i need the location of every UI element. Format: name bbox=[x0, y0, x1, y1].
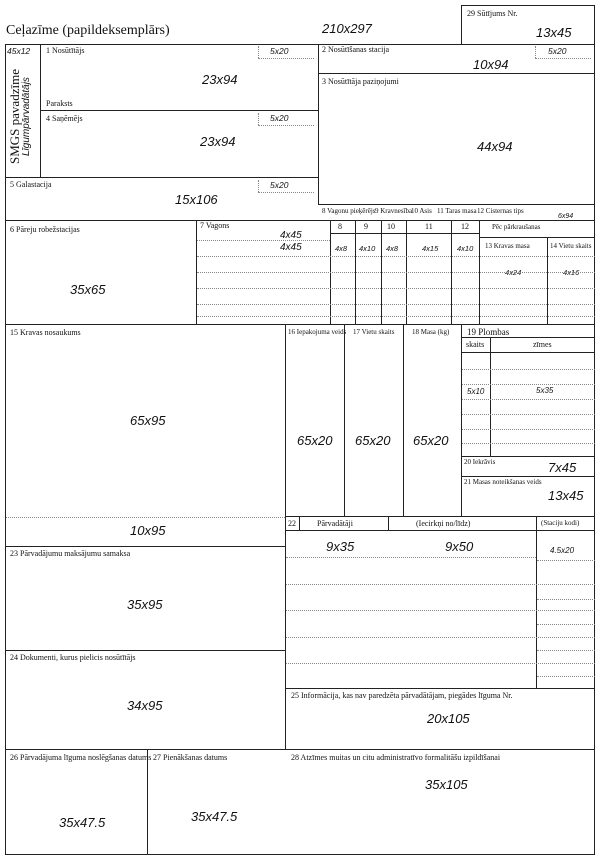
col-10: 10 bbox=[387, 222, 395, 231]
after-weighing: Pēc pārkraušanas bbox=[492, 223, 541, 231]
payments-label: 23 Pārvadājumu maksājumu samaksa bbox=[10, 549, 131, 558]
carriers-number: 22 bbox=[288, 519, 296, 528]
places-size[interactable]: 65x20 bbox=[355, 433, 391, 448]
mass-method-label: 21 Masas noteikšanas veids bbox=[464, 478, 542, 486]
col-12-size: 4x10 bbox=[457, 244, 474, 253]
shipment-number-size: 13x45 bbox=[536, 25, 572, 40]
contract-carrier-title: Līgumpārvadātājs bbox=[21, 77, 32, 156]
sender-small-size: 5x20 bbox=[270, 46, 289, 56]
carriers-size[interactable]: 9x35 bbox=[326, 539, 355, 554]
cargo-mass-header: 13 Kravas masa bbox=[485, 242, 530, 250]
seals-marks-header: zīmes bbox=[533, 340, 552, 349]
documents-size[interactable]: 34x95 bbox=[127, 698, 163, 713]
documents-label: 24 Dokumenti, kurus pielicis nosūtītājs bbox=[10, 653, 136, 662]
arrival-date-size[interactable]: 35x47.5 bbox=[191, 809, 238, 824]
destination-small-size: 5x20 bbox=[270, 180, 289, 190]
info-label: 25 Informācija, kas nav paredzēta pārvadātājam, piegādes līguma Nr. bbox=[291, 691, 513, 700]
seals-marks-size: 5x35 bbox=[536, 386, 554, 395]
wagon-size-a: 4x45 bbox=[280, 230, 302, 241]
packaging-size[interactable]: 65x20 bbox=[297, 433, 333, 448]
consignee-small-size: 5x20 bbox=[270, 113, 289, 123]
payments-size[interactable]: 35x95 bbox=[127, 597, 163, 612]
destination-size[interactable]: 15x106 bbox=[175, 192, 218, 207]
smgs-title: SMGS pavadzīme bbox=[7, 69, 22, 164]
departure-station-size[interactable]: 10x94 bbox=[473, 57, 509, 72]
col-10-size: 4x8 bbox=[386, 244, 399, 253]
shipment-number-label: 29 Sūtījums Nr. bbox=[467, 9, 518, 18]
customs-size[interactable]: 35x105 bbox=[425, 777, 468, 792]
carriers-header: Pārvadātāji bbox=[317, 519, 353, 528]
col-8-size: 4x8 bbox=[335, 244, 348, 253]
tank-type-header: 12 Cisternas tips bbox=[477, 207, 524, 215]
seals-count-size: 5x10 bbox=[467, 387, 485, 396]
sections-header: (Iecirkņi no/līdz) bbox=[416, 519, 471, 528]
cargo-mass-size: 4x24 bbox=[505, 268, 522, 277]
wagon-size-b: 4x45 bbox=[280, 242, 302, 253]
sender-label: 1 Nosūtītājs bbox=[46, 46, 85, 55]
tank-type-size: 6x94 bbox=[558, 213, 574, 220]
places-count-header: 14 Vietu skaits bbox=[550, 242, 592, 250]
arrival-date-label: 27 Pienākšanas datums bbox=[153, 753, 228, 762]
sender-statements-label: 3 Nosūtītāja paziņojumi bbox=[322, 77, 399, 86]
loaded-label: 20 Iekrāvis bbox=[464, 458, 496, 466]
cargo-bottom-size: 10x95 bbox=[130, 523, 166, 538]
customs-label: 28 Atzīmes muitas un citu administratīvo formalitāšu izpildīšanai bbox=[291, 753, 501, 762]
capacity-header: 9 Kravnesība bbox=[375, 207, 413, 215]
codes-header: (Staciju kodi) bbox=[541, 519, 580, 527]
codes-size: 4.5x20 bbox=[550, 546, 575, 555]
info-size[interactable]: 20x105 bbox=[427, 711, 470, 726]
packaging-label: 16 Iepakojuma veids bbox=[288, 328, 347, 336]
side-size: 45x12 bbox=[7, 46, 31, 56]
form-title: Ceļazīme (papildeksemplārs) bbox=[6, 23, 170, 38]
mass-size[interactable]: 65x20 bbox=[413, 433, 449, 448]
sender-size[interactable]: 23x94 bbox=[202, 72, 238, 87]
sections-size[interactable]: 9x50 bbox=[445, 539, 474, 554]
consignee-size[interactable]: 23x94 bbox=[200, 134, 236, 149]
wagon-label: 7 Vagons bbox=[200, 221, 230, 230]
departure-station-label: 2 Nosūtīšanas stacija bbox=[322, 45, 390, 54]
places-count-size: 4x16 bbox=[563, 268, 580, 277]
page-size: 210x297 bbox=[322, 21, 372, 36]
seals-count-header: skaits bbox=[466, 340, 485, 349]
form-frame bbox=[5, 44, 595, 855]
departure-station-small-size: 5x20 bbox=[548, 46, 567, 56]
cargo-label: 15 Kravas nosaukums bbox=[10, 328, 81, 337]
consignee-label: 4 Saņēmējs bbox=[46, 114, 83, 123]
sender-statements-size[interactable]: 44x94 bbox=[477, 139, 513, 154]
mass-method-size[interactable]: 13x45 bbox=[548, 488, 584, 503]
sender-signature: Paraksts bbox=[46, 99, 73, 108]
wagon-owner-header: 8 Vagonu pieķērējs bbox=[322, 207, 376, 215]
seals-label: 19 Plombas bbox=[467, 327, 510, 337]
col-9: 9 bbox=[364, 222, 368, 231]
contract-date-size[interactable]: 35x47.5 bbox=[59, 815, 106, 830]
mass-label: 18 Masa (kg) bbox=[412, 328, 450, 336]
contract-date-label: 26 Pārvadājuma līguma noslēgšanas datums bbox=[10, 753, 152, 762]
col-12: 12 bbox=[461, 222, 469, 231]
col-11-size: 4x15 bbox=[422, 244, 439, 253]
destination-label: 5 Galastacija bbox=[10, 180, 52, 189]
col-8: 8 bbox=[338, 222, 342, 231]
loaded-size[interactable]: 7x45 bbox=[548, 460, 577, 475]
cargo-size[interactable]: 65x95 bbox=[130, 413, 166, 428]
tare-header: 11 Taras masa bbox=[437, 207, 477, 215]
col-9-size: 4x10 bbox=[359, 244, 376, 253]
col-11: 11 bbox=[425, 222, 433, 231]
border-crossings-size[interactable]: 35x65 bbox=[70, 282, 106, 297]
places-label: 17 Vietu skaits bbox=[353, 328, 395, 336]
border-crossings-label: 6 Pāreju robežstacijas bbox=[10, 225, 80, 234]
axles-header: 10 Asis bbox=[411, 207, 432, 215]
